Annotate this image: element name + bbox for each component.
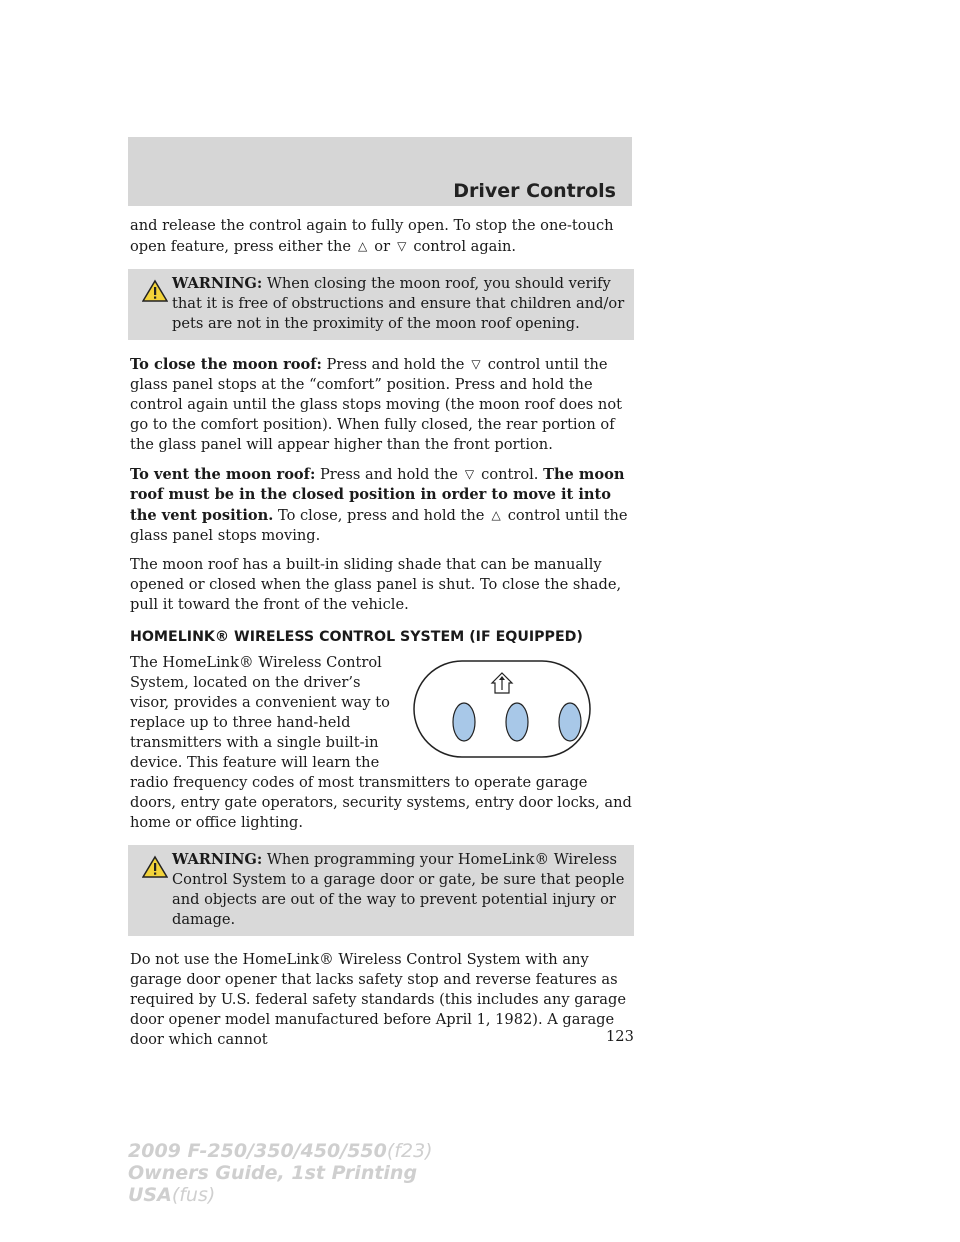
homelink-control-illustration	[412, 659, 592, 759]
section-heading-homelink: HOMELINK® WIRELESS CONTROL SYSTEM (IF EQUIPPED)	[130, 629, 583, 645]
homelink-button-2[interactable]	[506, 703, 528, 741]
footer-print-info: 2009 F-250/350/450/550(f23) Owners Guide, 1st Printing USA(fus)	[128, 1140, 433, 1206]
paragraph-one-touch: and release the control again to fully open. To stop the one-touch open feature, press either the △ or ▽ control again.	[130, 217, 614, 255]
warning-text: When closing the moon roof, you should verify that it is free of obstructions and ensure that children and/or pets are not in the proximity of the moon roof opening.	[172, 275, 625, 332]
section-title: Driver Controls	[453, 180, 616, 202]
lead-vent: To vent the moon roof:	[130, 466, 316, 483]
homelink-intro	[130, 653, 632, 833]
homelink-button-3[interactable]	[559, 703, 581, 741]
paragraph-vent-moonroof: To vent the moon roof: Press and hold the ▽ control. The moon roof must be in the closed position in order to move it into the vent position. To close, press and hold the △ control until the glass panel stops moving.	[130, 466, 628, 544]
homelink-button-1[interactable]	[453, 703, 475, 741]
down-arrow-icon: ▽	[464, 467, 475, 481]
up-arrow-icon: △	[358, 239, 368, 253]
warning-box-homelink	[128, 845, 634, 936]
section-header-band	[128, 137, 632, 206]
warning-label: WARNING:	[172, 275, 263, 292]
paragraph-garage-safety: Do not use the HomeLink® Wireless Control System with any garage door opener that lacks safety stop and reverse features as required by U.S. federal safety standards (this includes any garage door opener model manufactured before April 1, 1982). A garage door which cannot	[130, 951, 626, 1048]
lead-close: To close the moon roof:	[130, 356, 322, 373]
warning-triangle-icon	[142, 855, 168, 879]
warning-triangle-icon	[142, 279, 168, 303]
down-arrow-icon: ▽	[397, 239, 407, 253]
vent-note-bold: The moon roof must be in the closed position in order to move it into the vent position.	[130, 466, 625, 524]
warning-text: When programming your HomeLink® Wireless Control System to a garage door or gate, be sure that people and objects are out of the way to prevent potential injury or damage.	[172, 851, 625, 928]
paragraph-close-moonroof: To close the moon roof: Press and hold the ▽ control until the glass panel stops at the “comfort” position. Press and hold the control again until the glass stops moving (the moon roof does not go to the comfort position). When fully closed, the rear portion of the glass panel will appear higher than the front portion.	[130, 356, 622, 453]
paragraph-shade: The moon roof has a built-in sliding shade that can be manually opened or closed when the glass panel is shut. To close the shade, pull it toward the front of the vehicle.	[130, 556, 622, 613]
paragraph-homelink-intro: The HomeLink® Wireless Control System, located on the driver’s visor, provides a convenient way to replace up to three hand-held transmitters with a single built-in device. This feature will learn the radio frequency codes of most transmitters to operate garage doors, entry gate operators, security systems, entry door locks, and home or office lighting.	[130, 654, 632, 831]
warning-label: WARNING:	[172, 851, 263, 868]
down-arrow-icon: ▽	[471, 357, 481, 371]
page-number: 123	[606, 1028, 634, 1045]
up-arrow-icon: △	[491, 508, 501, 522]
warning-box-moonroof	[128, 269, 634, 340]
page-content	[130, 216, 632, 1059]
